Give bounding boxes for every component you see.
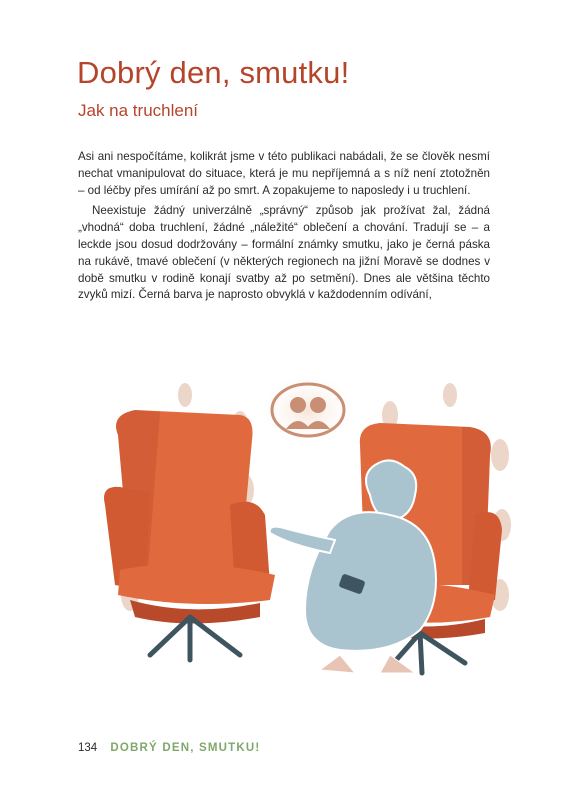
page-number: 134 [78, 742, 98, 754]
paragraph: Asi ani nespočítáme, kolikrát jsme v této publikaci nabádali, že se člověk nesmí nechat vmanipulovat do situace, která je mu nepříjemná a s níž není ztotožněn – od léčby přes umírání až po smrt. A zopakujeme to naposledy i u truchlení. [78, 150, 490, 197]
chapter-subtitle: Jak na truchlení [78, 101, 199, 120]
left-armchair [104, 410, 275, 660]
paragraph: Neexistuje žádný univerzálně „správný“ způsob jak prožívat žal, žádná „vhodná“ doba truchlení, žádné „náležité“ oblečení a chování. Tradují se – a leckde jsou dosud dodržovány – formální známky smutku, jako je černá páska na rukávě, tmavé oblečení (v některých regionech na jižní Moravě se dodnes v době smutku v rodině konají svatby až po setmění). Dnes ale většina těchto zvyků mizí. Černá barva je naprosto obvyklá v každodenním odívání, [78, 204, 490, 302]
portrait-medallion [258, 372, 358, 448]
chapter-title: Dobrý den, smutku! [77, 55, 350, 90]
running-title: DOBRÝ DEN, SMUTKU! [110, 742, 261, 754]
armchairs-illustration [90, 355, 530, 680]
body-text [78, 149, 490, 304]
page-footer [78, 742, 260, 754]
